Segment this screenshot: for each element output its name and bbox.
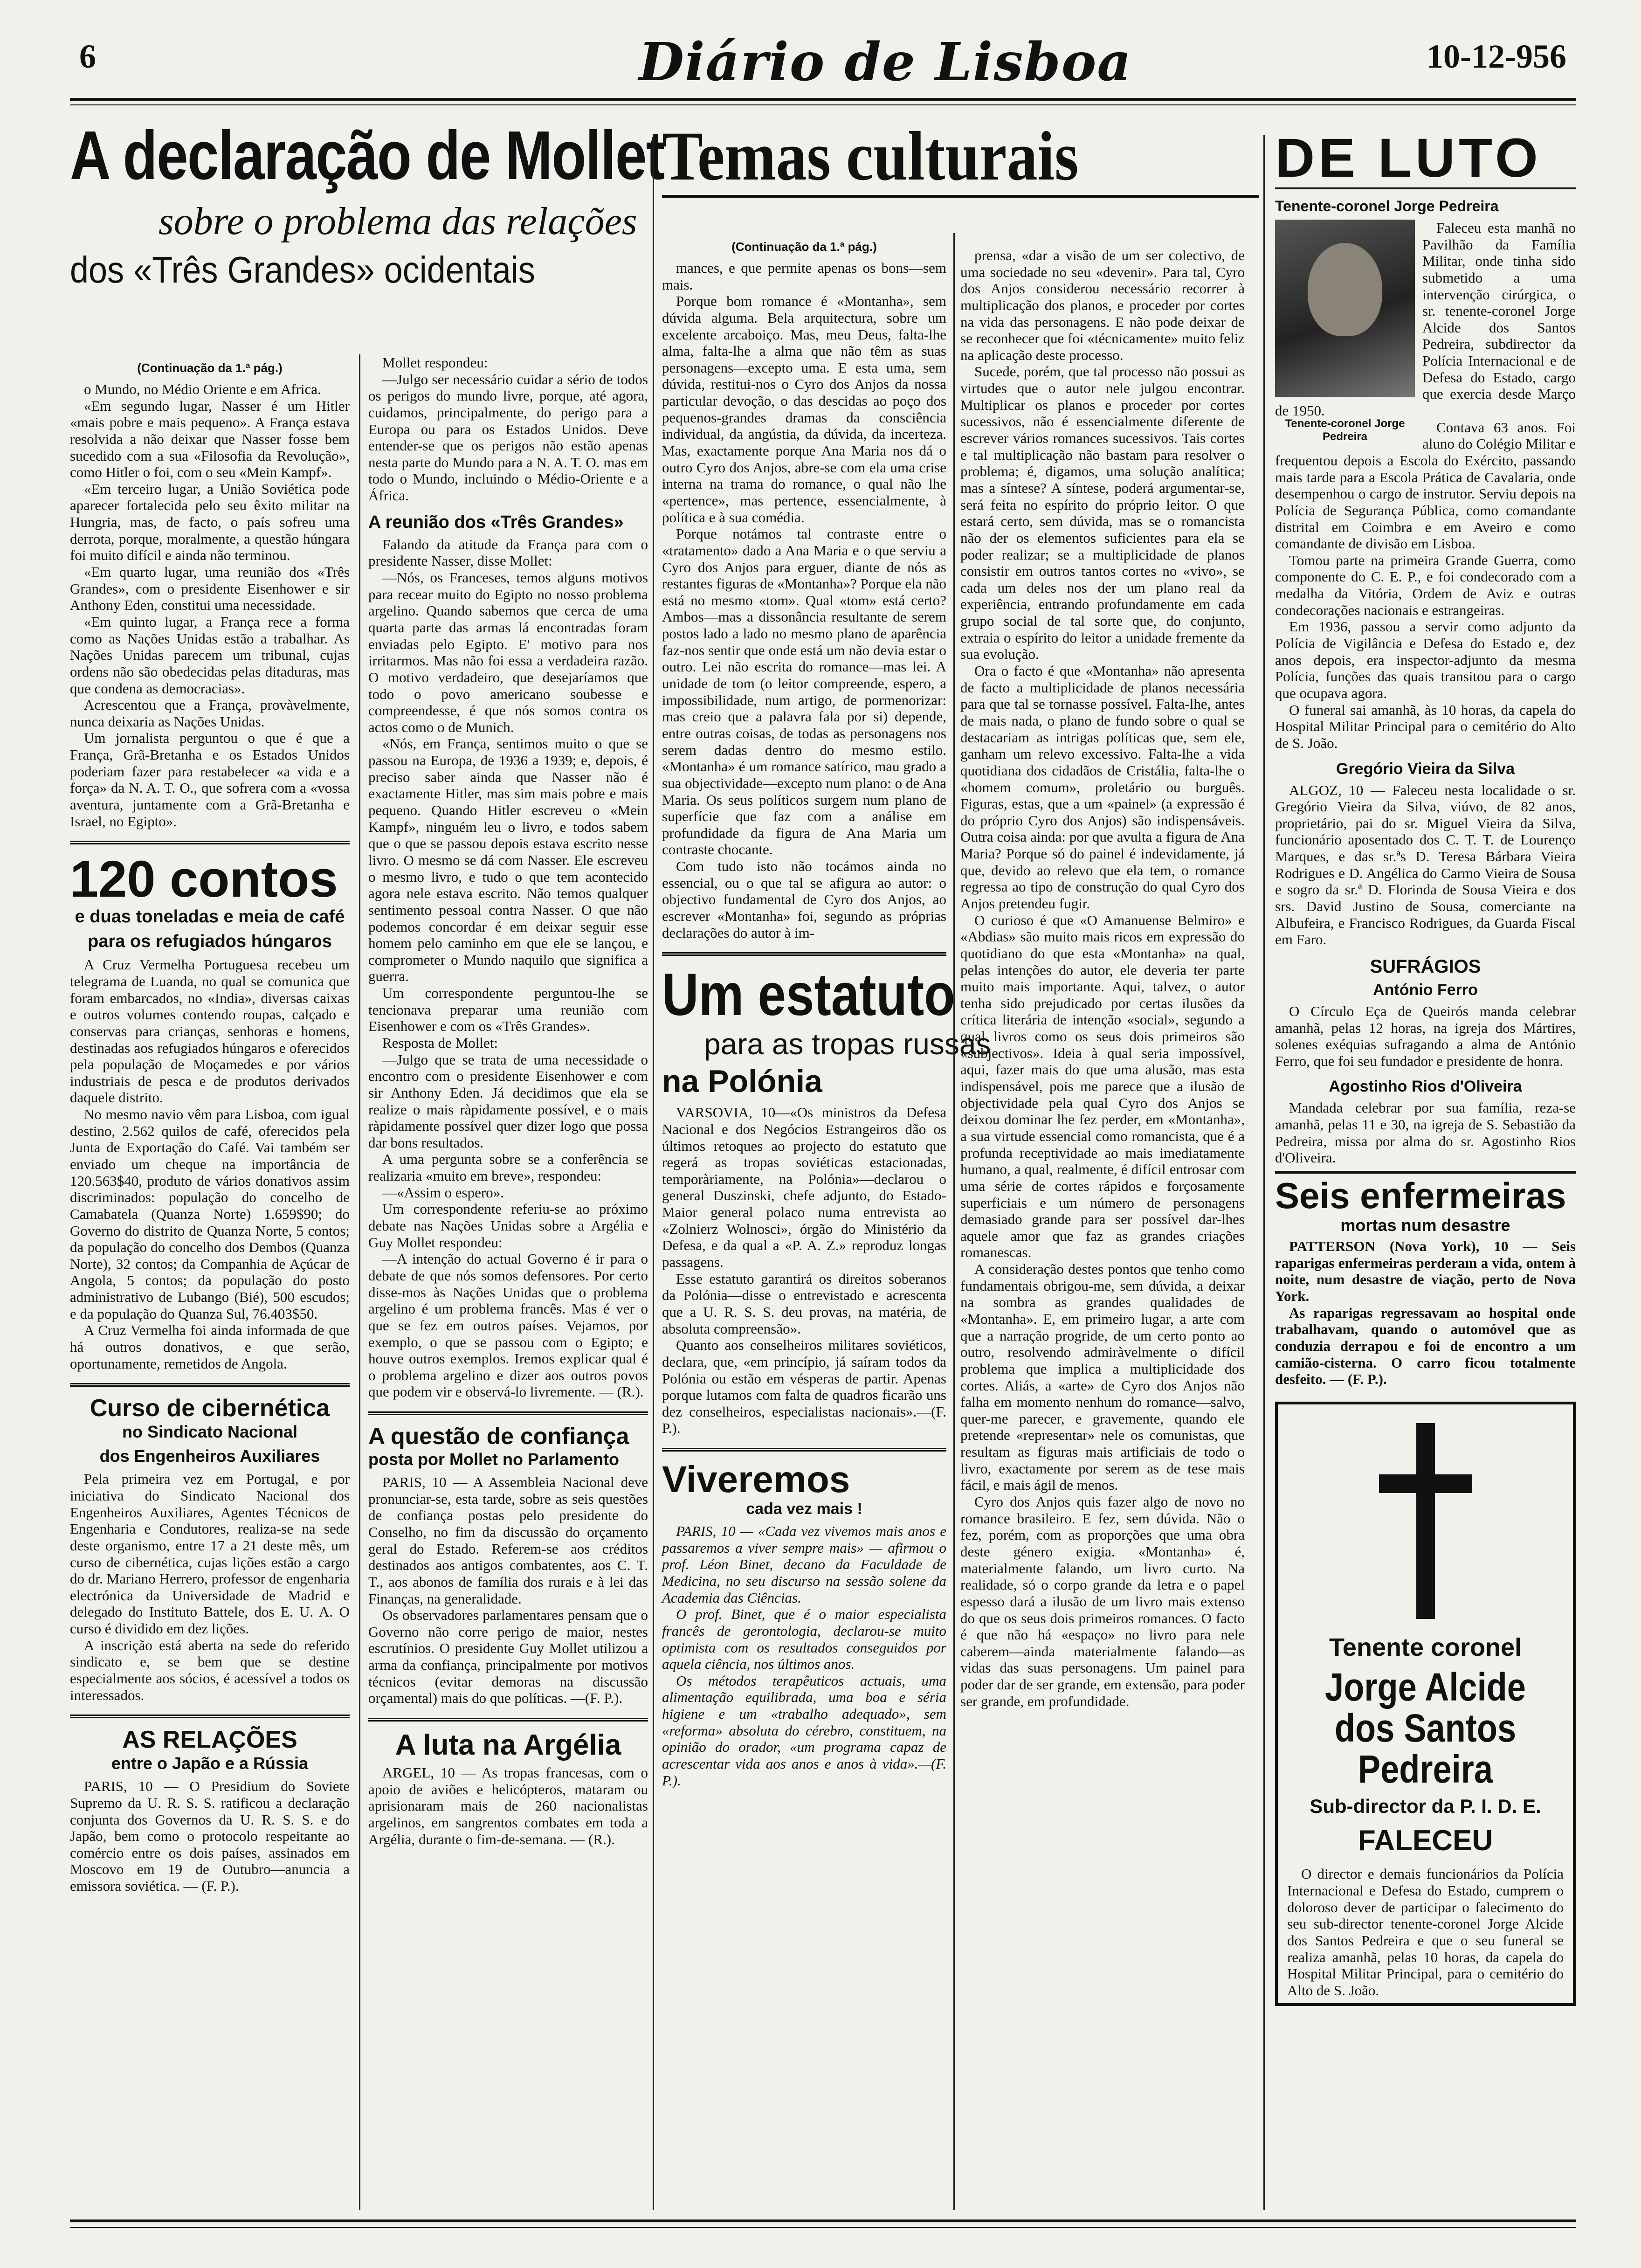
paragraph: A consideração destes pontos que tenho como fundamentais obrigou-me, sem dúvida, a deixar na sombra as grandes qualidades de «Montanha». E, em primeiro lugar, a arte com que a narração progride, de um certo ponto ao outro, resolvendo admiràvelmente o difícil problema que implica a multiplicidade dos cortes. Aliás, a «arte» de Cyro dos Anjos não falha em momento nenhum do romance—salvo, quer-me parecer, e gravemente, quando ele pretende «representar» nele os comunistas, que resultam as figuras mais artificiais de todo o livro, exactamente por serem as de tese mais fácil, e mais ágil de menos. [960,1261,1245,1494]
paragraph: Em 1936, passou a servir como adjunto da Polícia de Vigilância e Defesa do Estado e, dez anos depois, era inspector-adjunto da mesma Polícia, funções das quais transitou para o cargo que ocupava agora. [1275,618,1576,701]
mollet-body-b [368,354,648,504]
paragraph: Um jornalista perguntou o que é que a França, Grã-Bretanha e os Estados Unidos poderiam fazer para restabelecer «a vida e a força» da N. A. T. O., que sofrera com a «vossa aventura, juntamente com a Grã-Bretanha e Israel, no Egipto». [70,730,350,830]
contos-subhead-2: para os refugiados húngaros [88,932,332,952]
paragraph: PATTERSON (Nova York), 10 — Seis raparigas enfermeiras perderam a vida, ontem à noite, num desastre de viação, perto de Nova York. [1275,1238,1576,1304]
paragraph: Com tudo isto não tocámos ainda no essencial, ou o que tal se afigura ao autor: o objectivo fundamental de Cyro dos Anjos, ao escrever «Montanha» foi, segundo as próprias declarações do autor à im- [662,858,946,941]
section-divider [368,1411,648,1415]
paragraph: «Em segundo lugar, Nasser é um Hitler «mais pobre e mais pequeno». A França estava resolvida a não deixar que Nasser fosse bem sucedido com a sua «Filosofia da Revolução», como Hitler o foi, com o seu «Mein Kampf». [70,397,350,481]
obituary-title: Sub-director da P. I. D. E. [1310,1795,1541,1818]
column-1-body [70,354,350,2210]
paragraph: Os observadores parlamentares pensam que o Governo não corre perigo de maior, nestes escrutínios. O presidente Guy Mollet utilizou a arma da confiança, principalmente por motivos técnicos (evitar demoras na discussão orçamental) mais do que políticas. —(F. P.). [368,1607,648,1707]
paragraph: A uma pergunta sobre se a conferência se realizaria «muito em breve», respondeu: [368,1151,648,1184]
paragraph: Os métodos terapêuticos actuais, uma alimentação equilibrada, uma boa e séria higiene e um «trabalho adequado», sem «reforma» absoluta do cérebro, constituem, na opinião do orador, «um programa capaz de acrescentar vida aos anos e anos à vida».—(F. P.). [662,1672,946,1789]
column-4-body [960,247,1245,2210]
contos-body [70,956,350,1372]
luto-body-1b [1275,419,1576,752]
paragraph: O funeral sai amanhã, às 10 horas, da capela do Hospital Militar Principal para o cemitério do Alto de S. João. [1275,701,1576,751]
estatuto-headline: Um estatuto [662,961,955,1029]
paragraph: Faleceu esta manhã no Pavilhão da Família Militar, onde tinha sido submetido a uma intervenção cirúrgica, o sr. tenente-coronel Jorge Alcide dos Santos Pedreira, subdirector da Polícia Internacional e de Defesa do Estado, cargo que exercia desde Março de 1950. [1275,220,1576,419]
paragraph: Ora o facto é que «Montanha» não apresenta de facto a multiplicidade de planos necessária para que tal se tornasse possível. Falta-lhe, antes de mais nada, o plano de fundo sobre o qual se destacariam as intrigas políticas que, sem ele, ganham um relevo excessivo. Falta-lhe a vida quotidiana dos cidadãos de Cristália, falta-lhe o «homem comum», proletário ou burguês. Figuras, estas, que a um «painel» (a expressão é do próprio Cyro dos Anjos) são indispensáveis. Outra coisa ainda: por que avulta a figura de Ana Maria? Porque só do painel é indevidamente, já que, devido ao relevo que ela tem, o romance regressa ao tipo de construção do qual Cyro dos Anjos pretendeu fugir. [960,663,1245,912]
section-divider [662,1448,946,1452]
paragraph: «Em terceiro lugar, a União Soviética pode aparecer fortalecida pelo seu êxito militar na Hungria, mas, de facto, o país sofreu uma derrota, porque, moralmente, a questão húngara foi muito difícil e ainda não terminou. [70,480,350,564]
temas-heading-area [662,118,1268,233]
masthead [70,28,1576,98]
masthead-rule [70,98,1576,105]
contos-subhead-1: e duas toneladas e meia de café [75,907,345,927]
estatuto-subhead-1: para as tropas russas [704,1027,991,1061]
paragraph: Um correspondente referiu-se ao próximo debate nas Nações Unidas sobre a Argélia e Guy Mollet respondeu: [368,1201,648,1251]
enfermeiras-headline: Seis enfermeiras [1275,1171,1576,1214]
paragraph: VARSOVIA, 10—«Os ministros da Defesa Nacional e dos Negócios Estrangeiros dão os últimos retoques ao projecto do estatuto que regerá as tropas soviéticas estacionadas, temporàriamente, na Polónia»—declarou o general Duszinski, chefe adjunto, do Estado-Maior general polaco numa entrevista ao «Zolnierz Wolnosci», órgão do Ministério da Defesa, e da qual a «P. A. Z.» reproduz longas passagens. [662,1104,946,1271]
confianca-headline: A questão de confiança [368,1423,629,1450]
mollet-headline-text: A declaração de Mollet [70,117,664,194]
obituary-rank: Tenente coronel [1329,1633,1522,1661]
paragraph: Sucede, porém, que tal processo não possui as virtudes que o autor nele julgou encontrar. Multiplicar os planos e proceder por cortes sucessivos, não é essencialmente diferente de escrever vários romances sucessivos. Tais cortes e tal multiplicação não bastam para resolver o problema; é, digamos, uma solução analítica; mas a síntese? A síntese, poderá argumentar-se, será feita no espírito do próprio leitor. O que estará certo, sem dúvida, mas se o romancista não der os elementos suficientes para ela se poder realizar; se a multiplicidade de planos consistir em outros tantos cortes no «vivo», se cada um deles nos der um plano real da experiência, entrando profundamente em cada grupo social de tal sorte que, do conjunto, extraia o espírito do leitor a unidade fremente da sua evolução. [960,363,1245,663]
relacoes-subhead: entre o Japão e a Rússia [111,1754,309,1773]
issue-date: 10-12-956 [1427,38,1566,75]
cross-icon [1379,1423,1472,1619]
column-3-body [662,233,991,2210]
section-divider [662,952,946,956]
paragraph: ALGOZ, 10 — Faleceu nesta localidade o sr. Gregório Vieira da Silva, viúvo, de 82 anos, proprietário, pai do sr. Miguel Vieira da Silva, funcionário aposentado dos C. T. T. de Lourenço Marques, e das sr.ªs D. Teresa Bárbara Vieira Rodrigues e D. Angélica do Carmo Vieira de Sousa e sogro da sr.ª D. Florinda de Sousa Vieira e dos srs. David Justino de Sousa, comerciante na Albufeira, e Francisco Rodrigues, da Guarda Fiscal em Faro. [1275,781,1576,948]
column-rule [953,233,955,2210]
luto-body-3 [1275,1003,1576,1070]
obituary-name: Jorge Alcide dos Santos Pedreira [1325,1665,1526,1791]
paragraph: O prof. Binet, que é o maior especialista francês de gerontologia, declarou-se muito optimista com os resultados conseguidos por aquela ciência, nos últimos anos. [662,1606,946,1673]
obituary-notice [1275,1402,1576,2006]
column-2-body [368,354,648,2210]
luto-name-2: Gregório Vieira da Silva [1336,760,1515,778]
paragraph: «Em quinto lugar, a França rece a forma como as Nações Unidas estão a trabalhar. As Nações Unidas parecem um tribunal, cujas ordens não são obedecidas pelas ditaduras, mas que condena as democracias». [70,613,350,697]
photo-caption: Tenente-coronel Jorge Pedreira [1285,417,1405,443]
temas-continuation: (Continuação da 1.ª pág.) [731,240,877,254]
paragraph: Pela primeira vez em Portugal, e por iniciativa do Sindicato Nacional dos Engenheiros Auxiliares, Agentes Técnicos de Engenharia e Condutores, realiza-se na sede deste organismo, entre 17 a 21 deste mês, um curso de cibernética, cujas lições estão a cargo do dr. Mariano Herrero, professor de engenharia electrónica da Universidade de Madrid e delegado do Instituto Battele, dos E. U. A. O curso é dividido em dez lições. [70,1471,350,1637]
obituary-body [1287,1866,1564,1998]
section-divider [70,841,350,844]
viveremos-subhead: cada vez mais ! [746,1500,862,1518]
temas-headline: Temas culturais [662,118,1079,195]
cibernetica-subhead-1: no Sindicato Nacional [122,1422,298,1442]
paragraph: PARIS, 10 — O Presidium do Soviete Supremo da U. R. S. S. ratificou a declaração conjunta dos Governos da U. R. S. S. e do Japão, bem como o protocolo respeitante ao comércio entre os dois países, assinados em Moscovo em 19 de Outubro—anuncia a emissora soviética. — (F. P.). [70,1778,350,1895]
paragraph: prensa, «dar a visão de um ser colectivo, de uma sociedade no seu «devenir». Para tal, Cyro dos Anjos considerou necessário recorrer à multiplicação dos planos, e proceder por cortes na vida das personagens. E não pode deixar de se reconhecer que foi «técnicamente» muito feliz na aplicação deste processo. [960,247,1245,363]
mollet-subhead-2: dos «Três Grandes» ocidentais [70,249,535,290]
section-divider [70,1383,350,1387]
paragraph: O director e demais funcionários da Polícia Internacional e Defesa do Estado, cumprem o doloroso dever de participar o falecimento do seu sub-director tenente-coronel Jorge Alcide dos Santos Pedreira e que o seu funeral se realiza amanhã, pelas 10 horas, da capela do Hospital Militar Principal, para o cemitério do Alto de S. João. [1287,1866,1564,1998]
paragraph: O curioso é que «O Amanuense Belmiro» e «Abdias» são muito mais ricos em expressão do quotidiano do que esta «Montanha» na qual, pelas intenções do autor, ele deveria ter parte muito mais importante. Aqui, talvez, o autor tenha sido prejudicado por certas ilusões da crítica literária de intenção «social», segundo a qual livros como os seus dois primeiros são «subjectivos». Ideia à qual seria impossível, aqui, fazer mais do que uma alusão, mas esta indispensável, pois me parece que a ilusão de objectividade pela qual Cyro dos Anjos se deixou dominar lhe fez perder, em «Montanha», a sua virtude essencial como romancista, que é a profunda receptividade ao mais imediatamente humano, a qual, realmente, é difícil entrosar com uma série de cortes rápidos e forçosamente superficiais e um número de personagens demasiado grande para ser possível dar-lhes aquele amor que faz as grandes criações romanescas. [960,912,1245,1261]
mollet-continuation: (Continuação da 1.ª pág.) [137,361,283,375]
paragraph: PARIS, 10 — «Cada vez vivemos mais anos e passaremos a viver sempre mais» — afirmou o prof. Léon Binet, decano da Faculdade de Medicina, no seu discurso na sessão solene da Academia das Ciências. [662,1523,946,1606]
cibernetica-body [70,1471,350,1703]
luto-name-3: António Ferro [1373,981,1478,999]
column-rule [653,135,654,2210]
newspaper-title: Diário de Lisboa [639,32,1132,93]
paragraph: Quanto aos conselheiros militares soviéticos, declara, que, «em princípio, já saíram todos da Polónia ou estão em vésperas de partir. Apenas porque lutamos com falta de quadros ficarão uns dez conselheiros, especialistas nacionais».—(F. P.). [662,1337,946,1437]
argelia-body [368,1764,648,1847]
bottom-rule [70,2220,1576,2228]
contos-headline: 120 contos [70,850,338,908]
paragraph: A Cruz Vermelha Portuguesa recebeu um telegrama de Luanda, no qual se comunica que foram embarcados, no «India», diversas caixas e outros volumes contendo roupas, calçado e conservas para crianças, senhoras e homens, destinadas aos refugiados húngaros e oferecidos pela população de Moçamedes e por vários industriais de pesca e de produtos derivados daquele distrito. [70,956,350,1106]
paragraph: Esse estatuto garantirá os direitos soberanos da Polónia—disse o entrevistado e acrescenta que a U. R. S. S. deu provas, na matéria, de absoluta compreensão». [662,1270,946,1337]
paragraph: ARGEL, 10 — As tropas francesas, com o apoio de aviões e helicópteros, mataram ou aprisionaram mais de 260 nacionalistas argelinos, em sangrentos combates em toda a Argélia, durante o fim-de-semana. — (R.). [368,1764,648,1847]
luto-name-4: Agostinho Rios d'Oliveira [1329,1078,1522,1096]
estatuto-body [662,1104,946,1437]
mollet-subhead-reuniao: A reunião dos «Três Grandes» [368,512,624,532]
luto-headline: DE LUTO [1275,131,1576,189]
luto-name-1: Tenente-coronel Jorge Pedreira [1275,198,1499,214]
enfermeiras-subhead: mortas num desastre [1340,1216,1510,1235]
viveremos-headline: Viveremos [662,1459,850,1500]
paragraph: A Cruz Vermelha foi ainda informada de que há outros donativos, e que serão, oportunamente, remetidos de Angola. [70,1322,350,1372]
cibernetica-headline: Curso de cibernética [90,1395,330,1422]
section-divider [70,1715,350,1718]
column-5-body [1275,127,1576,2210]
paragraph: No mesmo navio vêm para Lisboa, com igual destino, 2.562 quilos de café, oferecidos pela Junta de Exportação do Café. Vai também ser enviado um cheque na importância de 120.563$40, produto de vários donativos assim discriminados: população do concelho de Camabatela (Quanza Norte) 1.659$90; do Governo do distrito de Quanza Norte, 5 contos; da população do concelho dos Dembos (Quanza Norte), 32 contos; da Companhia de Açúcar de Angola, 5 contos; da população do posto administrativo de Lubango (Bié), 500 escudos; e da população do Quanza Sul, 76.403$50. [70,1106,350,1322]
paragraph: Resposta de Mollet: [382,1034,498,1051]
paragraph: Porque notámos tal contraste entre o «tratamento» dado a Ana Maria e o que serviu a Cyro dos Anjos para erguer, diante de nós as restantes figuras de «Montanha»? Porque ela não está no mesmo «tom». Qual «tom» está certo? Ambos—mas a dissonância resultante de serem postos lado a lado no mesmo plano de aparência faz-nos sentir que onde está um não devia estar o outro. Lei não escrita do romance—mas lei. A unidade de tom (o leitor compreende, espero, a impossibilidade, num artigo, de pormenorizar: mas creio que a palavra fala por si) depende, entre outras coisas, de todas as personagens nos serem dadas dentro do mesmo estilo. «Montanha» é um romance satírico, mau grado a sua objectividade—excepto num plano: o de Ana Maria. Os seus políticos surgem num plano de superfície que faz com a análise em profundidade da figura de Ana Maria um contraste chocante. [662,526,946,858]
paragraph: «Em quarto lugar, uma reunião dos «Três Grandes», com o presidente Eisenhower e sir Anthony Eden, constitui uma necessidade. [70,564,350,614]
temas-rule [662,195,1259,198]
sufragios-heading: SUFRÁGIOS [1370,956,1481,977]
paragraph: —Nós, os Franceses, temos alguns motivos para recear muito do Egipto no nosso problema argelino. Quando sabemos que cerca de uma quarta parte das armas lá encontradas foram enviadas pelo Egipto. E' motivo para nos irritarmos. Mas não foi essa a verdadeira razão. O motivo verdadeiro, que desejaríamos que todo o povo americano soubesse e compreendesse, é que nós somos contra os actos como o de Munich. [368,569,648,735]
paragraph: Mollet respondeu: [382,354,488,371]
cibernetica-subhead-2: dos Engenheiros Auxiliares [99,1446,320,1466]
argelia-headline: A luta na Argélia [395,1729,621,1762]
paragraph: Falando da atitude da França para com o presidente Nasser, disse Mollet: [368,536,648,569]
mollet-subhead-1: sobre o problema das relações [159,200,637,243]
obituary-faleceu: FALECEU [1358,1825,1493,1857]
paragraph: Porque bom romance é «Montanha», sem dúvida alguma. Bela arquitectura, sobre um excelente arcaboiço. Mas, meu Deus, falta-lhe alma, falta-lhe a alma que não têm as suas personagens—excepto uma. E esta uma, sem dúvida, restitui-nos o Cyro dos Anjos da nossa particular devoção, o das descidas ao poço dos pequenos-grandes dramas da consciência individual, da angústia, da dúvida, da incerteza. Mas, exactamente porque Ana Maria nos dá o outro Cyro dos Anjos, abre-se com ela uma crise interna na trama do romance, o qual não lhe «pertence», mas pertence, essencialmente, à política e à sua comédia. [662,293,946,526]
temas-body-c [662,260,946,941]
paragraph: Acrescentou que a França, provàvelmente, nunca deixaria as Nações Unidas. [70,697,350,730]
paragraph: Tomou parte na primeira Grande Guerra, como componente do C. E. P., e foi condecorado com a medalha da Vitória, Ordem de Aviz e outras condecorações nacionais e estrangeiras. [1275,552,1576,618]
estatuto-subhead-2: na Polónia [662,1064,822,1099]
paragraph: Mandada celebrar por sua família, reza-se amanhã, pelas 11 e 30, na igreja de S. Sebastião da Pedreira, missa por alma do sr. Agostinho Rios d'Oliveira. [1275,1099,1576,1166]
portrait-photo [1275,220,1415,397]
viveremos-body [662,1523,946,1789]
column-rule [359,354,360,2210]
confianca-subhead: posta por Mollet no Parlamento [368,1450,620,1469]
paragraph: Contava 63 anos. Foi aluno do Colégio Militar e frequentou depois a Escola do Exército, passando mais tarde para a Escola Prática de Cavalaria, onde desempenhou o cargo de instrutor. Serviu depois na Polícia de Segurança Pública, como comandante distrital em Coimbra e em Aveiro e como comandante de divisão em Lisboa. [1275,419,1576,552]
mollet-body-c [368,536,648,1400]
paragraph: —A intenção do actual Governo é ir para o debate de que nós somos defensores. Por certo disse-mos às Nações Unidas que o problema argelino é um problema francês. Mas é ver o que se fez em outros países. Vejamos, por exemplo, o que se passou com o Egipto; e houve outros exemplos. Iremos explicar qual é o problema argelino e dizer aos outros povos que podem vir e observá-lo livremente. — (R.). [368,1251,648,1400]
column-rule [1263,135,1265,2210]
mollet-body-a [70,381,350,830]
paragraph: «Nós, em França, sentimos muito o que se passou na Europa, de 1936 a 1939; e, depois, é preciso saber ainda que Nasser não é exactamente Hitler, mas sim mais pobre e mais pequeno. Quando Hitler escreveu o «Mein Kampf», ninguém leu o livro, e todos sabem que o que se passou depois estava escrito nesse livro. O mesmo se dá com Nasser. Ele escreveu o mesmo livro, e tudo o que tem acontecido agora nele estava escrito. Não temos qualquer sentimento pessoal contra Nasser. O que não podemos concordar é em deixar seguir esse homem pelo caminho em que ele se lançou, e comprometer o Mundo naquilo que significa a guerra. [368,735,648,985]
paragraph: As raparigas regressavam ao hospital onde trabalhavam, quando o automóvel que as conduzia derrapou e foi de encontro a um camião-cisterna. O carro ficou totalmente desfeito. — (F. P.). [1275,1304,1576,1388]
temas-body-d [960,247,1245,1709]
mollet-heading-area [70,117,664,345]
section-divider [368,1718,648,1722]
enfermeiras-body [1275,1238,1576,1388]
page-number: 6 [79,38,96,75]
paragraph: PARIS, 10 — A Assembleia Nacional deve pronunciar-se, esta tarde, sobre as seis questões de confiança postas pelo presidente do Conselho, no fim da discussão do orçamento geral do Estado. Referem-se aos créditos destinados aos antigos combatentes, aos C. T. T., aos abonos de família dos rurais e à lei das Finanças, na generalidade. [368,1474,648,1607]
luto-body-4 [1275,1099,1576,1166]
paragraph: —«Assim o espero». [382,1184,504,1201]
paragraph: A inscrição está aberta na sede do referido sindicato e, se bem que se destine especialmente aos sócios, é acessível a todos os interessados. [70,1637,350,1703]
luto-body-2 [1275,782,1576,948]
paragraph: o Mundo, no Médio Oriente e em Africa. [84,381,321,397]
paragraph: —Julgo ser necessário cuidar a sério de todos os perigos do mundo livre, porque, até agora, cuidamos, principalmente, do perigo para a Europa ou para os Estados Unidos. Deve entender-se que os perigos não estão apenas nesta parte do Mundo para a N. A. T. O. mas em todo o Mundo, incluindo o Médio-Oriente e a África. [368,371,648,504]
paragraph: O Círculo Eça de Queirós manda celebrar amanhã, pelas 12 horas, na igreja dos Mártires, solenes exéquias sufragando a alma de António Ferro, que foi seu fundador e presidente de honra. [1275,1003,1576,1069]
relacoes-headline: AS RELAÇÕES [122,1726,297,1754]
relacoes-body [70,1778,350,1894]
paragraph: Um correspondente perguntou-lhe se tencionava preparar uma reunião com Eisenhower e com os «Três Grandes». [368,985,648,1035]
paragraph: Cyro dos Anjos quis fazer algo de novo no romance brasileiro. E fez, sem dúvida. Não o fez, porém, com as proporções que uma obra deste género exigia. «Montanha» é, materialmente falando, um livro curto. Na realidade, só o corpo grande da letra e o papel espesso dará a ilusão de um livro mais extenso do que os seus dois primeiros romances. O facto é que não há «espaço» no livro para nele caberem—ainda materialmente falando—as vidas das suas personagens. Um painel para poder dar de ser grande, em extensão, para poder ser grande, em profundidade. [960,1494,1245,1709]
confianca-body [368,1474,648,1707]
newspaper-page [70,28,1576,2238]
paragraph: mances, e que permite apenas os bons—sem mais. [662,260,946,293]
paragraph: —Julgo que se trata de uma necessidade o encontro com o presidente Eisenhower e com sir Anthony Eden. Já decidimos que ela se realize o mais ràpidamente possível, e o mais ràpidamente possível quer dizer logo que possa dar bons resultados. [368,1051,648,1151]
